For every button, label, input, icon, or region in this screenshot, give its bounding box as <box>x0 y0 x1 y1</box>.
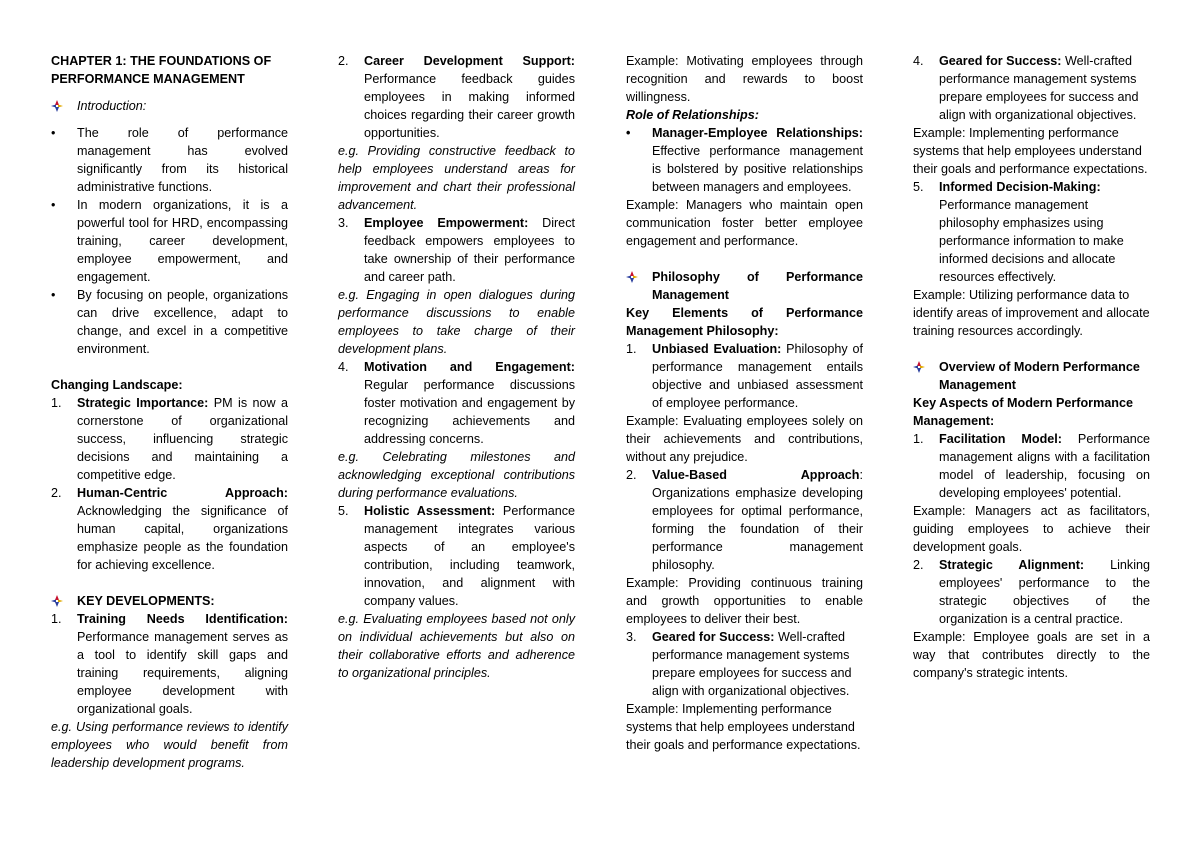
column-4 <box>913 52 1150 682</box>
example-text: e.g. Evaluating employees based not only on individual achievements but also on their collaborative efforts and adherence to organizational principles. <box>338 612 575 680</box>
column-2 <box>338 52 575 682</box>
example-text: e.g. Using performance reviews to identify employees who would benefit from leadership development programs. <box>51 720 288 770</box>
role-of-relationships-heading: Role of Relationships: <box>626 108 759 122</box>
example-text: Example: Utilizing performance data to identify areas of improvement and allocate training resources accordingly. <box>913 288 1150 338</box>
example-text: e.g. Celebrating milestones and acknowledging exceptional contributions during performance evaluations. <box>338 450 575 500</box>
list-item: 1. Training Needs Identification: Performance management serves as a tool to identify skill gaps and training requirements, aligning employee development with organizational goals. <box>51 612 288 716</box>
list-item: 2. Career Development Support: Performance feedback guides employees in making informed choices regarding their career growth opportunities. <box>338 54 575 140</box>
example-text: Example: Implementing performance systems that help employees understand their goals and performance expectations. <box>626 702 861 752</box>
list-item: 1. Unbiased Evaluation: Philosophy of performance management entails objective and unbiased assessment of employee performance. <box>626 342 863 410</box>
example-text: Example: Implementing performance systems that help employees understand their goals and performance expectations. <box>913 126 1148 176</box>
example-text: e.g. Engaging in open dialogues during performance discussions to enable employees to take charge of their development plans. <box>338 288 575 356</box>
changing-landscape-heading: Changing Landscape: <box>51 378 183 392</box>
list-item: 2. Human-Centric Approach: Acknowledging the significance of human capital, organizations emphasize people as the foundation for achieving excellence. <box>51 486 288 572</box>
list-item: • Manager-Employee Relationships: Effective performance management is bolstered by positive relationships between managers and employees. <box>626 126 863 194</box>
example-text: Example: Managers who maintain open communication foster better employee engagement and performance. <box>626 198 863 248</box>
list-item: • In modern organizations, it is a powerful tool for HRD, encompassing training, career development, employee empowerment, and engagement. <box>51 198 288 284</box>
example-text: Example: Employee goals are set in a way that contributes directly to the company's strategic intents. <box>913 630 1150 680</box>
example-text: Example: Evaluating employees solely on their achievements and contributions, without any prejudice. <box>626 414 863 464</box>
list-item: 4. Motivation and Engagement: Regular performance discussions foster motivation and engagement by recognizing achievements and addressing concerns. <box>338 360 575 446</box>
example-text: e.g. Providing constructive feedback to help employees understand areas for improvement and chart their professional advancement. <box>338 144 575 212</box>
list-item: 1. Facilitation Model: Performance management aligns with a facilitation model of leadership, focusing on developing employees' potential. <box>913 432 1151 500</box>
overview-heading: Overview of Modern Performance Management <box>913 358 1150 394</box>
pin-bullet-icon <box>51 97 77 112</box>
philosophy-heading: Philosophy of Performance Management <box>626 268 863 304</box>
list-item: 4. Geared for Success: Well-crafted performance management systems prepare employees for success and align with organizational objectives. <box>913 54 1139 122</box>
key-elements-heading: Key Elements of Performance Management Philosophy: <box>626 306 863 338</box>
column-1 <box>51 52 288 772</box>
pin-bullet-icon <box>51 592 77 607</box>
pin-bullet-icon <box>913 358 939 373</box>
column-3 <box>626 52 863 754</box>
list-item: • The role of performance management has evolved significantly from its historical administrative functions. <box>51 126 288 194</box>
example-text: Example: Motivating employees through recognition and rewards to boost willingness. <box>626 54 863 104</box>
example-text: Example: Managers act as facilitators, guiding employees to achieve their development goals. <box>913 504 1150 554</box>
key-developments-heading: KEY DEVELOPMENTS: <box>51 592 288 610</box>
list-item: 5. Holistic Assessment: Performance management integrates various aspects of an employee's contribution, including teamwork, innovation, and alignment with company values. <box>338 504 576 608</box>
pin-bullet-icon <box>626 268 652 283</box>
list-item: 2. Value-Based Approach: Organizations emphasize developing employees for optimal performance, forming the foundation of their performance management philosophy. <box>626 468 863 572</box>
list-item: 3. Geared for Success: Well-crafted performance management systems prepare employees for success and align with organizational objectives. <box>626 630 852 698</box>
key-aspects-heading: Key Aspects of Modern Performance Management: <box>913 396 1133 428</box>
example-text: Example: Providing continuous training and growth opportunities to enable employees to deliver their best. <box>626 576 863 626</box>
list-item: 5. Informed Decision-Making: Performance management philosophy emphasizes using performance information to make informed decisions and allocate resources effectively. <box>913 180 1124 284</box>
list-item: 3. Employee Empowerment: Direct feedback empowers employees to take ownership of their performance and career path. <box>338 216 575 284</box>
list-item: • By focusing on people, organizations can drive excellence, adapt to change, and excel in a competitive environment. <box>51 288 288 356</box>
list-item: 1. Strategic Importance: PM is now a cornerstone of organizational success, influencing strategic decisions and maintaining a competitive edge. <box>51 396 288 482</box>
list-item: 2. Strategic Alignment: Linking employees' performance to the strategic objectives of the organization is a central practice. <box>913 558 1150 626</box>
chapter-title: CHAPTER 1: THE FOUNDATIONS OF PERFORMANCE MANAGEMENT <box>51 54 272 86</box>
introduction-heading: Introduction: <box>51 97 288 115</box>
